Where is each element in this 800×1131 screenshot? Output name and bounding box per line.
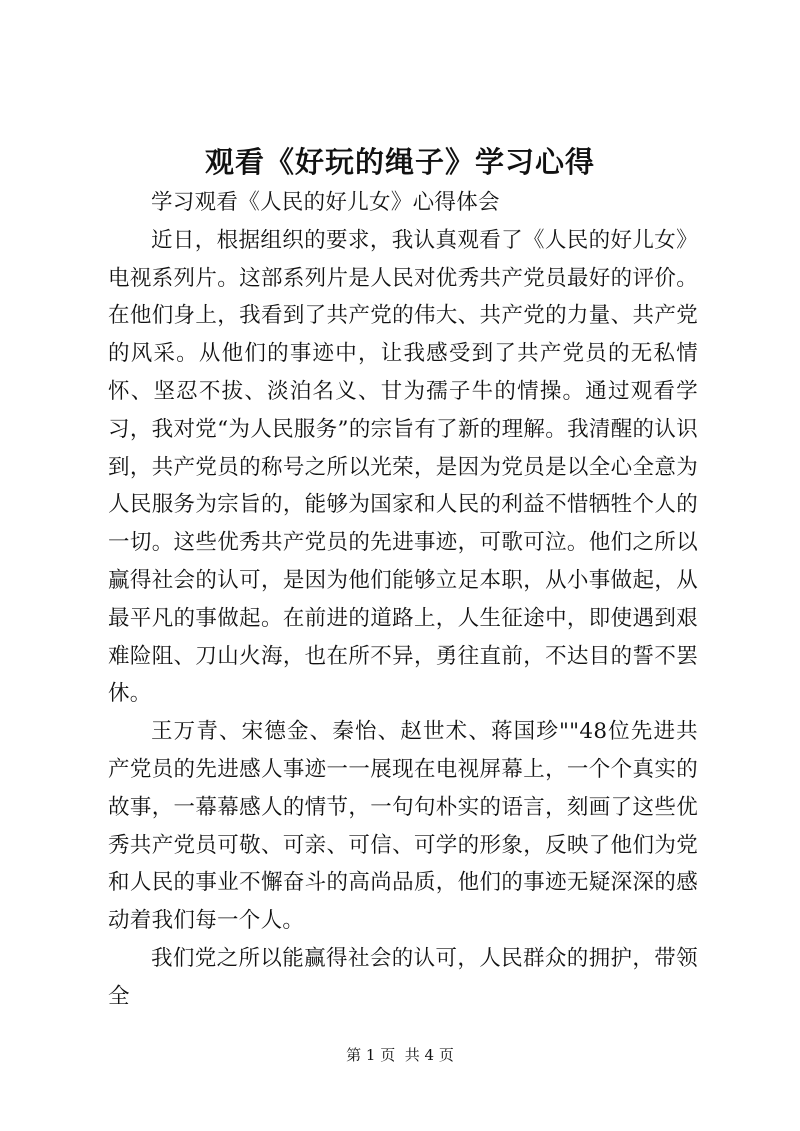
- body-paragraph-3: 我们党之所以能赢得社会的认可，人民群众的拥护，带领全: [108, 945, 698, 1009]
- page-number: 第 1 页 共 4 页: [346, 1046, 454, 1064]
- body-paragraph-2: 王万青、宋德金、秦怡、赵世术、蒋国珍""48位先进共产党员的先进感人事迹一一展现在电视屏幕上，一个个真实的故事，一幕幕感人的情节，一句句朴实的语言，刻画了这些优秀共产党员可敬、可亲、可信、可学的形象，反映了他们为党和人民的事业不懈奋斗的高尚品质，他们的事迹无疑深深的感动着我们每一个人。: [108, 719, 698, 934]
- document-body: [108, 184, 698, 1016]
- page-title: 观看《好玩的绳子》学习心得: [204, 145, 595, 179]
- subtitle-paragraph: 学习观看《人民的好儿女》心得体会: [151, 190, 500, 215]
- body-paragraph-1: 近日，根据组织的要求，我认真观看了《人民的好儿女》电视系列片。这部系列片是人民对优秀共产党员最好的评价。在他们身上，我看到了共产党的伟大、共产党的力量、共产党的风采。从他们的事迹中，让我感受到了共产党员的无私情怀、坚忍不拔、淡泊名义、甘为孺子牛的情操。通过观看学习，我对党“为人民服务”的宗旨有了新的理解。我清醒的认识到，共产党员的称号之所以光荣，是因为党员是以全心全意为人民服务为宗旨的，能够为国家和人民的利益不惜牺牲个人的一切。这些优秀共产党员的先进事迹，可歌可泣。他们之所以赢得社会的认可，是因为他们能够立足本职，从小事做起，从最平凡的事做起。在前进的道路上，人生征途中，即使遇到艰难险阻、刀山火海，也在所不异，勇往直前，不达目的誓不罢休。: [108, 227, 698, 707]
- page-footer: [0, 1045, 800, 1065]
